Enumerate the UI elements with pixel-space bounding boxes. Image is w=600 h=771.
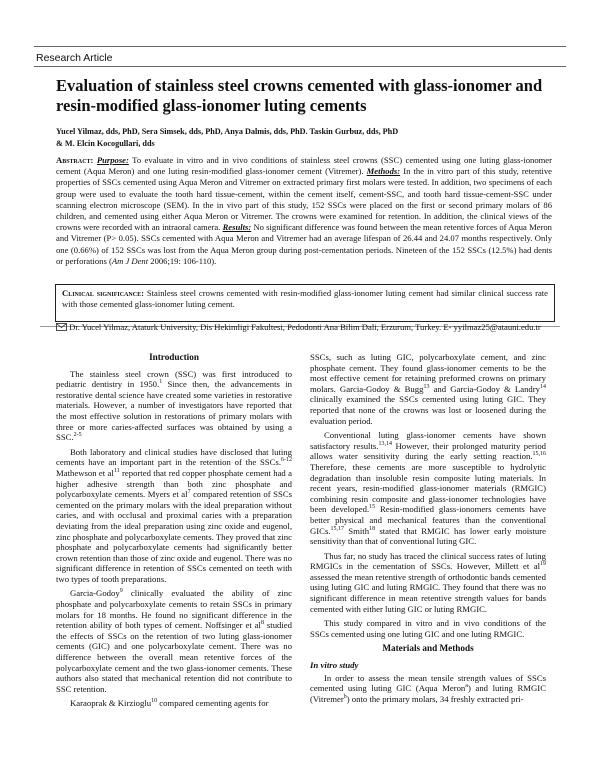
paragraph: Conventional luting glass-ionomer cements have shown satisfactory results.$^{13,14}$ However, their prolonged maturity period allows water sensitivity during the early setting reaction.$^{15,16}$ Therefore, these cements are more susceptible to hydrolytic degradation than insoluble resin composite luting materials. In recent years, resin-modified glass-ionomer materials (RMGIC) combining resin composite and glass-ionomer technologies have been developed.$^{15}$ Resin-modified glass-ionomers cements have better physical and mechanical features than the conventional GICs.$^{15,17}$ Smith$^{18}$ stated that RMGIC has lower early moisture sensitivity than that of conventional luting GIC. (310, 430, 547, 547)
materials-methods-heading: Materials and Methods (382, 643, 474, 654)
in-vitro-heading: In vitro study (310, 660, 359, 671)
article-title: Evaluation of stainless steel crowns cemented with glass-ionomer and resin-modified glass-ionomer luting cements (56, 76, 543, 115)
author-line-2: & M. Elcin Kocogullari, dds (56, 139, 155, 148)
paragraph: SSCs, such as luting GIC, polycarboxylate cement, and zinc phosphate cement. They found glass-ionomer cements to be the most effective cement for retaining preformed crowns on primary molars. Garcia-Godoy & Bugg$^{13}$ and Garcia-Godoy & Landry$^{14}$ clinically examined the SSCs cemented using luting GIC. They reported that none of the crowns was lost or loosened during the evaluation period. (310, 352, 547, 426)
methods-text: In the in vitro part of this study, retentive properties of SSCs cemented using Aqua Meron and Vitremer on extracted primary first molars were tested. In addition, two specimens of each group were used to evaluate the tooth hard tissue-cement, within the cement itself, cement-SSC, and tooth hard tissue-cement-SSC under scanning electron microscope (SEM). In the in vivo part of this study, 152 SSCs were placed on the first or second primary molars of 86 children, and cemented using either Aqua Meron or Vitremer. The crowns were examined for retention. In addition, the clinical views of the crowns were recorded with an intraoral camera. (56, 166, 552, 233)
paragraph: Garcia-Godoy$^9$ clinically evaluated the ability of zinc phosphate and polycarboxylate cements to retain SSCs in primary molars for 18 months. He found no significant difference in the retention ability of both types of cement. Noffsinger et $al^8$ studied the effects of SSCs on the retention of two luting glass-ionomer cements (GIC) and one polycarboxylate cement. There was no difference between the overall mean retentive forces of the polycarboxylate cement and the two glass-ionomer cements. These authors also stated that mechanical retention did not contribute to SSC retention. (56, 588, 292, 694)
author-line-1: Yucel Yilmaz, dds, PhD, Sera Simsek, dds, PhD, Anya Dalmis, dds, PhD. Taskin Gurbuz, dds, PhD (56, 127, 399, 136)
paragraph: In order to assess the mean tensile strength values of SSCs cemented using luting GIC (Aqua Meron$^a$) and luting RMGIC (Vitremer$^b$) onto the primary molars, 34 freshly extracted pri- (310, 672, 546, 704)
paragraph: This study compared in vitro and in vivo conditions of the SSCs cemented using one luting GIC and one luting RMGIC. (310, 618, 546, 639)
purpose-label: Purpose: (96, 155, 129, 165)
right-column (310, 352, 546, 708)
author-list (56, 126, 556, 150)
top-rule (34, 46, 566, 47)
envelope-icon (56, 322, 69, 332)
introduction-heading: Introduction (149, 352, 199, 362)
citation-rest: 2006;19: 106-110). (148, 255, 217, 266)
results-text: No significant difference was found between the mean retentive forces of Aqua Meron and Vitremer (P> 0.05). SSCs cemented with Aqua Meron and Vitremer had an average lifespan of 26.44 and 24.07 months respectively. Only one (0.66%) of 152 SSCs was lost from the Aqua Meron group during post-cementation periods. Nineteen of the 152 SSCs (12.5%) had dents or perforations ( (56, 222, 552, 266)
left-column (56, 348, 292, 713)
clinical-significance-label: Clinical significance: (62, 288, 144, 298)
journal-citation: Am J Dent (111, 255, 149, 266)
correspondence (56, 322, 552, 334)
paragraph: Thus far, no study has traced the clinical success rates of luting RMGICs in the cementation of SSCs. However, Millett et $al^{19}$ assessed the mean retentive strength of orthodontic bands cemented using luting GIC and luting RMGIC. They found that there was no significant difference in mean retentive strength values for bands cemented with either luting GIC or luting RMGIC. (310, 550, 546, 614)
section-label: Research Article (36, 52, 113, 64)
correspondence-text: Dr. Yucel Yilmaz, Ataturk University, Dis Hekimligi Fakultesi, Pedodonti Ana Bilim Dali, Erzurum, Turkey. E- (69, 322, 452, 332)
paragraph: The stainless steel crown (SSC) was first introduced to pediatric dentistry in 1950.$^1$ Since then, the advancements in restorative dental science have created some varieties in restorative materials. However, a number of investigators have reported that the most effective solution in restorations of primary molars with three or more caries-affected surfaces was obtained by using a SSC.$^{2-5}$ (56, 368, 292, 443)
methods-label: Methods: (366, 166, 401, 177)
purpose-text: To evaluate in vitro and in vivo conditions of stainless steel crowns (SSC) cemented using one luting glass-ionomer cement (Aqua Meron) and one luting resin-modified glass-ionomer cement (Vitremer). (56, 155, 552, 177)
clinical-significance-text: Stainless steel crowns cemented with resin-modified glass-ionomer luting cement had similar clinical success rate with those cemented glass-ionomer luting cement. (62, 288, 548, 310)
clinical-significance-box (55, 284, 555, 322)
paragraph: Karaoprak & Kirzioglu$^{10}$ compared cementing agents for (70, 698, 269, 709)
paragraph: Both laboratory and clinical studies have disclosed that luting cements have an important part in the retention of the SSCs.$^{6-12}$ Mathewson et $al^{11}$ reported that red copper phosphate cement had a higher adhesive strength than both zinc phosphate and polycarboxylate cements. Myers et $al^7$ compared retention of SSCs cemented on the primary molars with the ideal preparation without caries, and with occlusal and proximal caries with a preparation deviating from the ideal preparation using zinc oxide and eugenol, zinc phosphate and polycarboxylate cements. They proved that zinc phosphate and polycarboxylate cements had significantly better crown retention than those of zinc oxide and eugenol. There was no significant difference in retention of SSCs cemented on teeth with two types of tooth preparations. (56, 446, 293, 584)
abstract-label: Abstract: (56, 155, 94, 165)
header-rule (34, 66, 566, 67)
abstract (56, 155, 552, 267)
results-label: Results: (222, 222, 252, 233)
correspondence-email[interactable]: yyilmaz25@atauni.edu.tr (453, 322, 541, 332)
